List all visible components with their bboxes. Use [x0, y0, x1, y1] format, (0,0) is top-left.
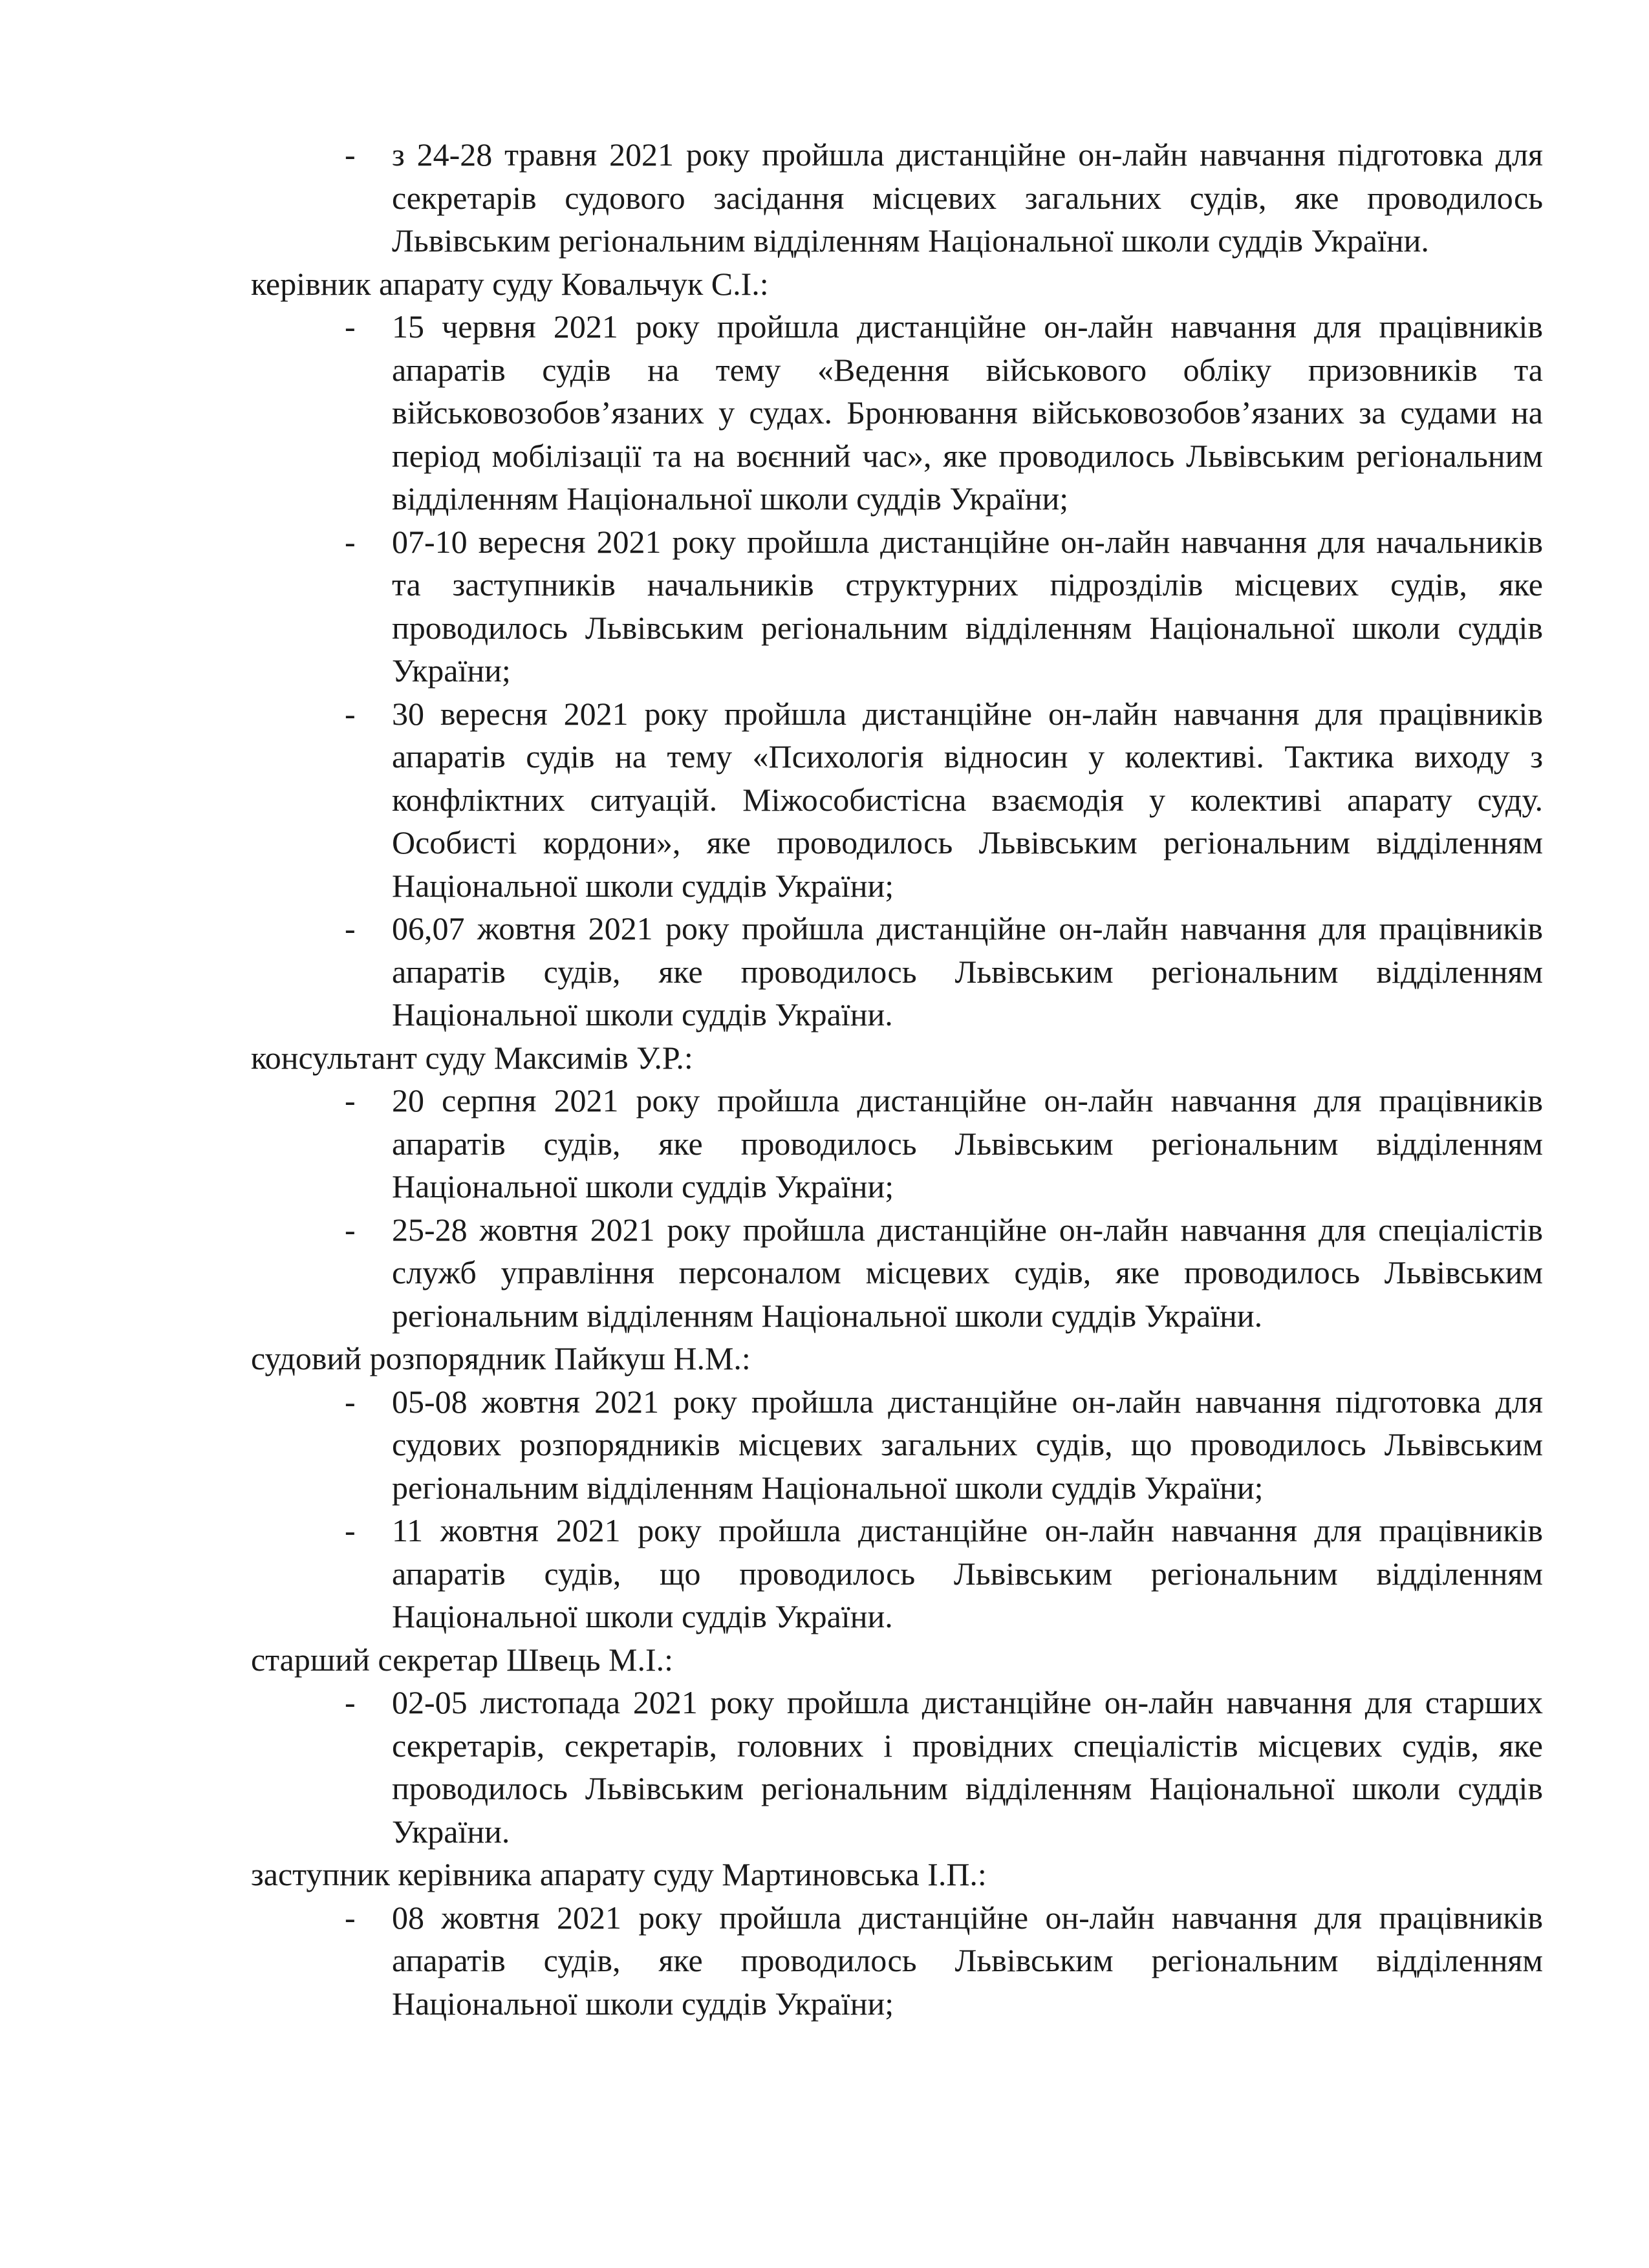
training-list: [251, 305, 1543, 1036]
list-dash-marker: -: [345, 1684, 356, 1720]
training-list-item: [251, 1079, 1543, 1208]
training-list: [251, 1896, 1543, 2026]
list-dash-marker: -: [345, 1512, 356, 1548]
training-description: з 24-28 травня 2021 року пройшла дистанційне он-лайн навчання підготовка для секретарів судового засідання місцевих загальних судів, яке проводилось Львівським регіональним відділенням Національної школи суддів України.: [392, 136, 1543, 259]
training-description: 20 серпня 2021 року пройшла дистанційне он-лайн навчання для працівників апаратів судів, яке проводилось Львівським регіональним відділенням Національної школи суддів України;: [392, 1082, 1543, 1204]
training-description: 05-08 жовтня 2021 року пройшла дистанційне он-лайн навчання підготовка для судових розпорядників місцевих загальних судів, що проводилось Львівським регіональним відділенням Національної школи суддів України;: [392, 1383, 1543, 1506]
training-list: [251, 1681, 1543, 1853]
training-list-item: [251, 1208, 1543, 1338]
document-body: [251, 133, 1543, 2025]
employee-heading: старший секретар Швець М.І.:: [251, 1641, 674, 1678]
list-dash-marker: -: [345, 1383, 356, 1420]
training-list: [251, 1380, 1543, 1638]
employee-section: [251, 1638, 1543, 1854]
training-description: 30 вересня 2021 року пройшла дистанційне он-лайн навчання для працівників апаратів судів на тему «Психологія відносин у колективі. Тактика виходу з конфліктних ситуацій. Міжособистісна взаємодія у колективі апарату суду. Особисті кордони», яке проводилось Львівським регіональним відділенням Національної школи суддів України;: [392, 695, 1543, 904]
list-dash-marker: -: [345, 1211, 356, 1248]
training-list-item: [251, 305, 1543, 520]
list-dash-marker: -: [345, 308, 356, 345]
training-list-item: [251, 520, 1543, 692]
employee-heading: судовий розпорядник Пайкуш Н.М.:: [251, 1340, 751, 1376]
list-dash-marker: -: [345, 910, 356, 947]
employee-section: [251, 1036, 1543, 1338]
employee-heading: заступник керівника апарату суду Мартиновська І.П.:: [251, 1856, 987, 1892]
training-description: 15 червня 2021 року пройшла дистанційне он-лайн навчання для працівників апаратів судів на тему «Ведення військового обліку призовників та військовозобов’язаних у судах. Бронювання військовозобов’язаних за судами на період мобілізації та на воєнний час», яке проводилось Львівським регіональним відділенням Національної школи суддів України;: [392, 308, 1543, 517]
employee-section: [251, 262, 1543, 1036]
employee-section: [251, 1853, 1543, 2025]
training-description: 08 жовтня 2021 року пройшла дистанційне он-лайн навчання для працівників апаратів судів, яке проводилось Львівським регіональним відділенням Національної школи суддів України;: [392, 1899, 1543, 2022]
training-list-item: [251, 1509, 1543, 1638]
training-list: [251, 1079, 1543, 1337]
training-description: 02-05 листопада 2021 року пройшла дистанційне он-лайн навчання для старших секретарів, секретарів, головних і провідних спеціалістів місцевих судів, яке проводилось Львівським регіональним відділенням Національної школи суддів України.: [392, 1684, 1543, 1850]
training-list-item: [251, 907, 1543, 1036]
employee-section: [251, 1337, 1543, 1638]
training-list-item: [251, 1681, 1543, 1853]
employee-heading: керівник апарату суду Ковальчук С.І.:: [251, 265, 769, 302]
list-dash-marker: -: [345, 695, 356, 732]
training-description: 07-10 вересня 2021 року пройшла дистанційне он-лайн навчання для начальників та заступників начальників структурних підрозділів місцевих судів, яке проводилось Львівським регіональним відділенням Національної школи суддів України;: [392, 523, 1543, 689]
list-dash-marker: -: [345, 1899, 356, 1936]
list-dash-marker: -: [345, 1082, 356, 1118]
list-dash-marker: -: [345, 136, 356, 173]
training-list: [251, 133, 1543, 262]
training-description: 25-28 жовтня 2021 року пройшла дистанційне он-лайн навчання для спеціалістів служб управління персоналом місцевих судів, яке проводилось Львівським регіональним відділенням Національної школи суддів України.: [392, 1211, 1543, 1334]
list-dash-marker: -: [345, 523, 356, 560]
training-list-item: [251, 1896, 1543, 2026]
employee-section: [251, 133, 1543, 262]
training-description: 06,07 жовтня 2021 року пройшла дистанційне он-лайн навчання для працівників апаратів судів, яке проводилось Львівським регіональним відділенням Національної школи суддів України.: [392, 910, 1543, 1032]
training-list-item: [251, 692, 1543, 908]
training-description: 11 жовтня 2021 року пройшла дистанційне он-лайн навчання для працівників апаратів судів, що проводилось Львівським регіональним відділенням Національної школи суддів України.: [392, 1512, 1543, 1634]
training-list-item: [251, 1380, 1543, 1510]
training-list-item: [251, 133, 1543, 262]
employee-heading: консультант суду Максимів У.Р.:: [251, 1039, 693, 1076]
